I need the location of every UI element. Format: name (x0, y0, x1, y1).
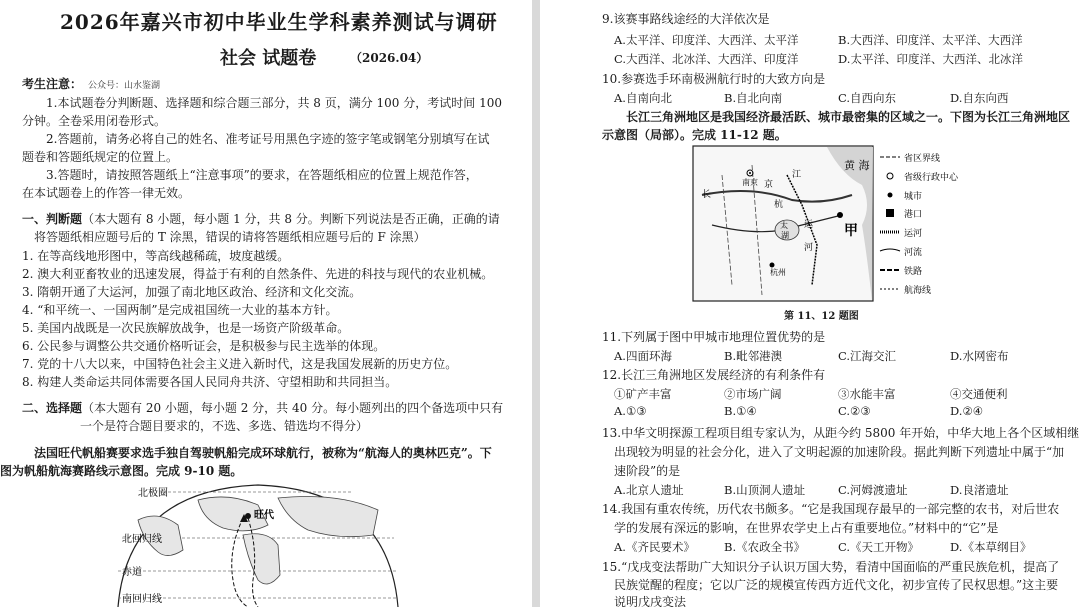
q9-option-b: B.大西洋、印度洋、太平洋、大西洋 (838, 33, 1023, 47)
q15-stem-c: 说明戊戌变法 (614, 595, 687, 607)
q9-intro-b: 图为帆船航海赛路线示意图。完成 9-10 题。 (0, 464, 243, 478)
q12-item-4: ④交通便利 (950, 387, 1008, 401)
q11-intro-a: 长江三角洲地区是我国经济最活跃、城市最密集的区域之一。下图为长江三角洲地区 (626, 110, 1071, 124)
notice-source: 公众号：山水鉴湖 (88, 81, 161, 91)
q11-option-c: C.江海交汇 (838, 349, 897, 363)
q10-option-a: A.自南向北 (614, 91, 672, 105)
map-label-hu: 湖 (781, 231, 789, 240)
q14-option-a: A.《齐民要术》 (614, 540, 695, 554)
map-label-jiang: 江 (792, 170, 802, 180)
q14-stem-a: 14.我国有重农传统，历代农书颇多。“它是我国现存最早的一部完整的农书，对后世农 (602, 502, 1060, 516)
page-gutter (532, 0, 540, 607)
judge-item: 4. “和平统一、一国两制”是完成祖国统一大业的基本方针。 (22, 303, 338, 317)
q12-option-a: A.①③ (614, 404, 647, 418)
q10-option-b: B.自北向南 (724, 91, 783, 105)
q12-item-1: ①矿产丰富 (614, 387, 672, 401)
q11-intro-b: 示意图（局部）。完成 11-12 题。 (602, 128, 787, 142)
legend-boundary: 省区界线 (904, 154, 941, 164)
q10-option-c: C.自西向东 (838, 91, 897, 105)
q11-stem: 11.下列属于图中甲城市地理位置优势的是 (602, 330, 826, 344)
legend-railway: 铁路 (904, 267, 923, 277)
q13-option-c: C.河姆渡遗址 (838, 483, 908, 497)
section1-desc: （本大题有 8 小题，每小题 1 分，共 8 分。判断下列说法是否正确，正确的请 (82, 212, 500, 226)
map-label-hangzhou: 杭州 (770, 268, 786, 277)
q12-stem: 12.长江三角洲地区发展经济的有利条件有 (602, 368, 826, 382)
legend-port: 港口 (904, 210, 923, 220)
figure-caption: 第 11、12 题图 (784, 311, 859, 322)
judge-item: 8. 构建人类命运共同体需要各国人民同舟共济、守望相助和共同担当。 (22, 375, 398, 389)
equator-label: 赤道 (122, 567, 142, 578)
q9-option-d: D.太平洋、印度洋、大西洋、北冰洋 (838, 52, 1023, 66)
legend-river: 河流 (904, 248, 923, 258)
judge-item: 5. 美国内战既是一次民族解放战争，也是一场资产阶级革命。 (22, 321, 350, 335)
q13-stem-b: 出现较为明显的社会分化，进入了文明起源的加速阶段。据此判断下列遗址中属于“加 (614, 445, 1065, 459)
section1-desc2: 将答题纸相应题号后的 T 涂黑，错误的请将答题纸相应题号后的 F 涂黑） (34, 230, 426, 244)
map-label-huanghai: 黄 海 (844, 159, 870, 172)
q13-option-d: D.良渚遗址 (950, 483, 1009, 497)
q13-stem-a: 13.中华文明探源工程项目组专家认为，从距今约 5800 年开始，中华大地上各个区域相继 (602, 426, 1080, 440)
legend-canal: 运河 (904, 229, 923, 239)
map-label-jing: 京 (764, 180, 774, 190)
judge-item: 3. 隋朝开通了大运河，加强了南北地区政治、经济和文化交流。 (22, 285, 362, 299)
judge-item: 2. 澳大利亚畜牧业的迅速发展，得益于有利的自然条件、先进的科技与现代的农业机械。 (22, 267, 494, 281)
q12-item-3: ③水能丰富 (838, 387, 896, 401)
map-label-chang: 长 (702, 190, 712, 200)
arctic-circle-label: 北极圈 (138, 488, 168, 499)
section2-desc: （本大题有 20 小题，每小题 2 分，共 40 分。每小题列出的四个备选项中只有 (82, 401, 504, 415)
q13-stem-c: 速阶段”的是 (614, 464, 681, 478)
q14-option-c: C.《天工开物》 (838, 540, 920, 554)
legend-sea-route: 航海线 (904, 286, 932, 296)
q13-option-b: B.山顶洞人遗址 (724, 483, 806, 497)
exam-date: （2026.04） (350, 51, 429, 65)
tropic-north-label: 北回归线 (122, 534, 162, 545)
q14-stem-b: 学的发展有深远的影响，在世界农学史上占有重要地位。”材料中的“它”是 (614, 521, 999, 535)
map-label-nanjing: 南京 (742, 178, 758, 187)
q12-item-2: ②市场广阔 (724, 387, 782, 401)
judge-item: 7. 党的十八大以来，中国特色社会主义进入新时代，这是我国发展新的历史方位。 (22, 357, 458, 371)
q15-stem-b: 民族觉醒的程度；它以广泛的规模宣传西方近代文化，初步宣传了民权思想。”这主要 (614, 578, 1059, 592)
q12-option-c: C.②③ (838, 404, 871, 418)
notice-1a: 1.本试题卷分判断题、选择题和综合题三部分，共 8 页，满分 100 分，考试时间 100 (46, 96, 502, 110)
map-label-yun: 运 (804, 220, 814, 230)
q9-stem: 9.该赛事路线途经的大洋依次是 (602, 12, 770, 26)
section2-title: 二、选择题 (22, 401, 83, 415)
notice-3a: 3.答题时，请按照答题纸上“注意事项”的要求，在答题纸相应的位置上规范作答， (46, 168, 478, 182)
q12-option-b: B.①④ (724, 404, 757, 418)
judge-item: 6. 公民参与调整公共交通价格听证会，是积极参与民主选举的体现。 (22, 339, 386, 353)
q9-intro-a: 法国旺代帆船赛要求选手独自驾驶帆船完成环球航行，被称为“航海人的奥林匹克”。下 (34, 446, 492, 460)
sailing-route-map (108, 480, 408, 607)
q10-stem: 10.参赛选手环南极洲航行时的大致方向是 (602, 72, 826, 86)
q11-option-b: B.毗邻港澳 (724, 349, 783, 363)
q15-stem-a: 15.“戊戌变法帮助广大知识分子认识万国大势，看清中国面临的严重民族危机，提高了 (602, 560, 1060, 574)
vendee-label: 旺代 (254, 510, 274, 521)
right-page (540, 0, 1080, 607)
q9-option-a: A.太平洋、印度洋、大西洋、太平洋 (614, 33, 799, 47)
section2-desc2: 一个是符合题目要求的，不选、多选、错选均不得分） (80, 419, 369, 433)
q13-option-a: A.北京人遗址 (614, 483, 684, 497)
q10-option-d: D.自东向西 (950, 91, 1009, 105)
notice-1b: 分钟。全卷采用闭卷形式。 (22, 114, 167, 128)
legend-capital: 省级行政中心 (904, 173, 959, 183)
notice-3b: 在本试题卷上的作答一律无效。 (22, 186, 191, 200)
legend-city: 城市 (904, 192, 923, 202)
notice-2a: 2.答题前，请务必将自己的姓名、准考证号用黑色字迹的签字笔或钢笔分别填写在试 (46, 132, 490, 146)
map-label-tai: 太 (780, 221, 788, 230)
section2-header (22, 399, 503, 417)
exam-subtitle: 社会 试题卷 (220, 48, 317, 69)
q14-option-b: B.《农政全书》 (724, 540, 806, 554)
tropic-south-label: 南回归线 (122, 594, 162, 605)
q12-option-d: D.②④ (950, 404, 984, 418)
map-label-he: 河 (804, 243, 814, 253)
section1-title: 一、判断题 (22, 212, 83, 226)
exam-title: 2026年嘉兴市初中毕业生学科素养测试与调研 (60, 10, 498, 34)
q9-option-c: C.大西洋、北冰洋、大西洋、印度洋 (614, 52, 799, 66)
notice-heading: 考生注意： (22, 77, 83, 91)
q14-option-d: D.《本草纲目》 (950, 540, 1032, 554)
q11-option-d: D.水网密布 (950, 349, 1009, 363)
left-page (0, 0, 532, 607)
map-label-hang: 杭 (774, 200, 784, 210)
judge-item: 1. 在等高线地形图中，等高线越稀疏，坡度越缓。 (22, 249, 290, 263)
q11-option-a: A.四面环海 (614, 349, 672, 363)
section1-header (22, 210, 500, 228)
map-label-jia: 甲 (844, 223, 858, 239)
notice-2b: 题卷和答题纸规定的位置上。 (22, 150, 179, 164)
yangtze-delta-map (692, 145, 967, 302)
